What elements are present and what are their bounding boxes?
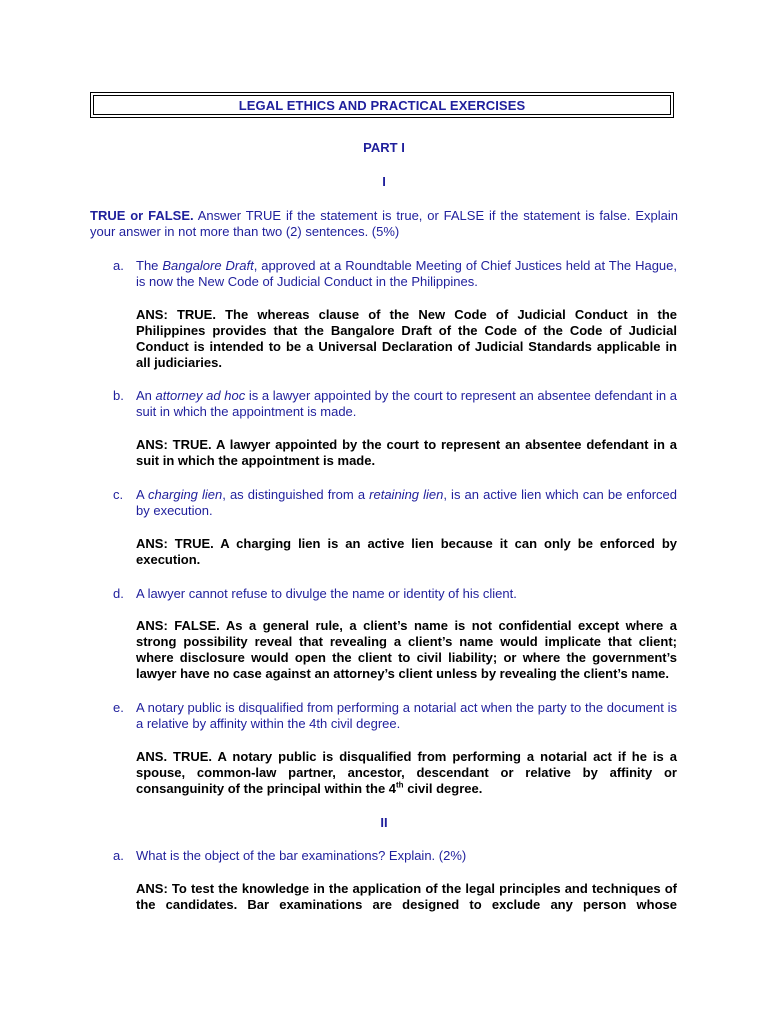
item-b-letter: b. [113, 388, 124, 403]
q-text: The [136, 258, 163, 273]
instructions-text: Answer TRUE if the statement is true, or FALSE if the statement is false. Explain your answer in not more than two (2) sentences. (5%) [90, 208, 678, 239]
document-title: LEGAL ETHICS AND PRACTICAL EXERCISES [93, 95, 671, 115]
section-heading-2: II [380, 815, 388, 830]
q-text: A [136, 487, 149, 502]
answer-text: civil degree. [403, 781, 483, 796]
instructions [90, 208, 678, 240]
q-text: , approved at a Roundtable Meeting of Chief Justices held at The Hague, is now the New Code of Judicial Conduct in the Philippines. [136, 258, 677, 289]
item-c-letter: c. [113, 487, 124, 502]
instructions-lead: TRUE or FALSE. [90, 208, 194, 223]
q-text: , is an active lien which can be enforced by execution. [136, 487, 677, 518]
item-b-answer: ANS: TRUE. A lawyer appointed by the court to represent an absentee defendant in a suit in which the appointment is made. [136, 437, 677, 468]
ordinal-suffix: th [396, 780, 404, 790]
q-text: , as distinguished from a [222, 487, 370, 502]
item-c-question [136, 487, 677, 519]
item-b-question [136, 388, 677, 420]
item-2a-answer: ANS: To test the knowledge in the application of the legal principles and techniques of the candidates. Bar examinations are designed to exclude any person whose [136, 881, 677, 912]
item-d-question: A lawyer cannot refuse to divulge the name or identity of his client. [136, 586, 517, 601]
item-2a-letter: a. [113, 848, 124, 863]
item-e-answer [136, 749, 677, 797]
answer-text: ANS. TRUE. A notary public is disqualified from performing a notarial act if he is a spouse, common-law partner, ancestor, descendant or relative by affinity or consanguinity of the principal within the 4 [136, 749, 677, 796]
q-emphasis: attorney ad hoc [155, 388, 246, 403]
item-d-letter: d. [113, 586, 124, 601]
title-box [90, 92, 674, 118]
q-text: An [136, 388, 156, 403]
part-heading: PART I [363, 140, 405, 155]
q-emphasis: retaining lien [369, 487, 444, 502]
item-e-letter: e. [113, 700, 124, 715]
q-emphasis: Bangalore Draft [162, 258, 254, 273]
q-text: is a lawyer appointed by the court to represent an absentee defendant in a suit in which the appointment is made. [136, 388, 677, 419]
item-a-letter: a. [113, 258, 124, 273]
q-emphasis: charging lien [148, 487, 223, 502]
item-d-answer: ANS: FALSE. As a general rule, a client’s name is not confidential except where a strong possibility reveal that revealing a client’s name would implicate that client; where disclosure would open the client to civil liability; or where the government’s lawyer have no case against an attorney’s client unless by revealing the client’s name. [136, 618, 677, 681]
item-c-answer: ANS: TRUE. A charging lien is an active lien because it can only be enforced by execution. [136, 536, 677, 567]
item-a-answer: ANS: TRUE. The whereas clause of the New Code of Judicial Conduct in the Philippines provides that the Bangalore Draft of the Code of the Code of Judicial Conduct is intended to be a Universal Declaration of Judicial Standards applicable in all judiciaries. [136, 307, 677, 370]
item-e-question: A notary public is disqualified from performing a notarial act when the party to the document is a relative by affinity within the 4th civil degree. [136, 700, 677, 731]
item-2a-question: What is the object of the bar examinations? Explain. (2%) [136, 848, 467, 863]
item-a-question [136, 258, 677, 290]
section-heading-1: I [382, 174, 386, 189]
